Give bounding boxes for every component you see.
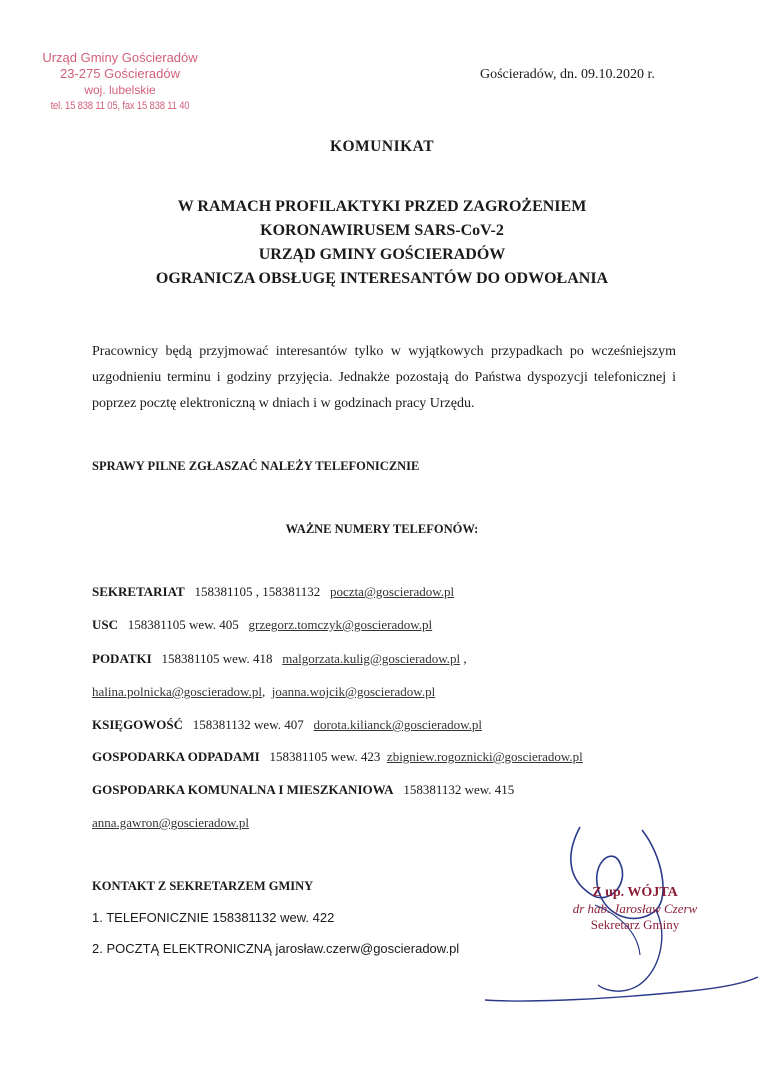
signature-name: dr hab. Jarosław Czerw bbox=[572, 901, 698, 916]
contact-email-link[interactable]: dorota.kilianck@goscieradow.pl bbox=[313, 717, 483, 732]
contact-label: GOSPODARKA ODPADAMI bbox=[92, 749, 260, 764]
stamp-line-region: woj. lubelskie bbox=[84, 83, 156, 97]
signature-authority: Z up. WÓJTA bbox=[592, 885, 678, 900]
heading-line-2: KORONAWIRUSEM SARS-CoV-2 bbox=[260, 222, 504, 239]
contact-phone: 158381105 , 158381132 bbox=[194, 584, 321, 599]
contact-label: SEKRETARIAT bbox=[92, 584, 185, 599]
contact-row-komunalna bbox=[92, 782, 514, 798]
contact-row-sekretariat bbox=[92, 584, 454, 600]
announcement-heading bbox=[60, 195, 704, 291]
contact-email-link[interactable]: joanna.wojcik@goscieradow.pl bbox=[271, 684, 436, 699]
heading-line-4: OGRANICZA OBSŁUGĘ INTERESANTÓW DO ODWOŁANIA bbox=[155, 270, 609, 287]
phones-heading: WAŻNE NUMERY TELEFONÓW: bbox=[285, 522, 479, 536]
urgent-note: SPRAWY PILNE ZGŁASZAĆ NALEŻY TELEFONICZNIE bbox=[92, 459, 420, 473]
contact-phone: 158381105 wew. 405 bbox=[127, 617, 239, 632]
contact-row-odpady bbox=[92, 749, 583, 765]
contact-email-link[interactable]: anna.gawron@goscieradow.pl bbox=[92, 815, 249, 830]
body-paragraph: Pracownicy będą przyjmować interesantów tylko w wyjątkowych przypadkach po wcześniejszym uzgodnieniu terminu i godziny przyjęcia. Jednakże pozostają do Państwa dyspozycji telefonicznej i poprzez pocztę elektroniczną w dniach i w godzinach pracy Urzędu. bbox=[92, 344, 676, 411]
contact-phone: 158381105 wew. 423 bbox=[269, 749, 381, 764]
signature-stamp bbox=[555, 885, 715, 933]
contact-phone: 158381132 wew. 407 bbox=[192, 717, 304, 732]
document-date: Gościeradów, dn. 09.10.2020 r. bbox=[480, 67, 655, 82]
stamp-line-office: Urząd Gminy Gościeradów bbox=[42, 50, 198, 65]
contact-email-link[interactable]: grzegorz.tomczyk@goscieradow.pl bbox=[248, 617, 433, 632]
contact-phone: 158381105 wew. 418 bbox=[161, 651, 273, 666]
contact-row-podatki bbox=[92, 651, 467, 667]
secretary-email: 2. POCZTĄ ELEKTRONICZNĄ jarosław.czerw@goscieradow.pl bbox=[92, 941, 460, 956]
secretary-phone: 1. TELEFONICZNIE 158381132 wew. 422 bbox=[92, 910, 335, 925]
contact-email-link[interactable]: halina.polnicka@goscieradow.pl bbox=[92, 684, 262, 699]
document-title: KOMUNIKAT bbox=[329, 138, 435, 155]
contact-label: KSIĘGOWOŚĆ bbox=[92, 717, 184, 732]
heading-line-1: W RAMACH PROFILAKTYKI PRZED ZAGROŻENIEM bbox=[177, 198, 587, 215]
contact-separator: , bbox=[261, 684, 266, 699]
secretary-contact-heading: KONTAKT Z SEKRETARZEM GMINY bbox=[92, 879, 314, 893]
contact-phone: 158381132 wew. 415 bbox=[403, 782, 515, 797]
contact-label: PODATKI bbox=[92, 651, 152, 666]
contact-separator: , bbox=[460, 651, 467, 666]
contact-label: GOSPODARKA KOMUNALNA I MIESZKANIOWA bbox=[92, 782, 394, 797]
contact-email-link[interactable]: malgorzata.kulig@goscieradow.pl bbox=[282, 651, 461, 666]
office-stamp bbox=[30, 50, 210, 114]
contact-row-komunalna-email bbox=[92, 815, 249, 831]
signature-position: Sekretarz Gminy bbox=[590, 917, 680, 932]
stamp-line-address: 23-275 Gościeradów bbox=[60, 66, 180, 81]
contact-row-ksiegowosc bbox=[92, 717, 482, 733]
contact-row-usc bbox=[92, 617, 432, 633]
contact-email-link[interactable]: poczta@goscieradow.pl bbox=[330, 584, 455, 599]
stamp-line-phone: tel. 15 838 11 05, fax 15 838 11 40 bbox=[50, 100, 190, 112]
heading-line-3: URZĄD GMINY GOŚCIERADÓW bbox=[258, 246, 506, 263]
contact-email-link[interactable]: zbigniew.rogoznicki@goscieradow.pl bbox=[386, 749, 583, 764]
contact-label: USC bbox=[92, 617, 119, 632]
contact-row-podatki-continued bbox=[92, 684, 435, 700]
